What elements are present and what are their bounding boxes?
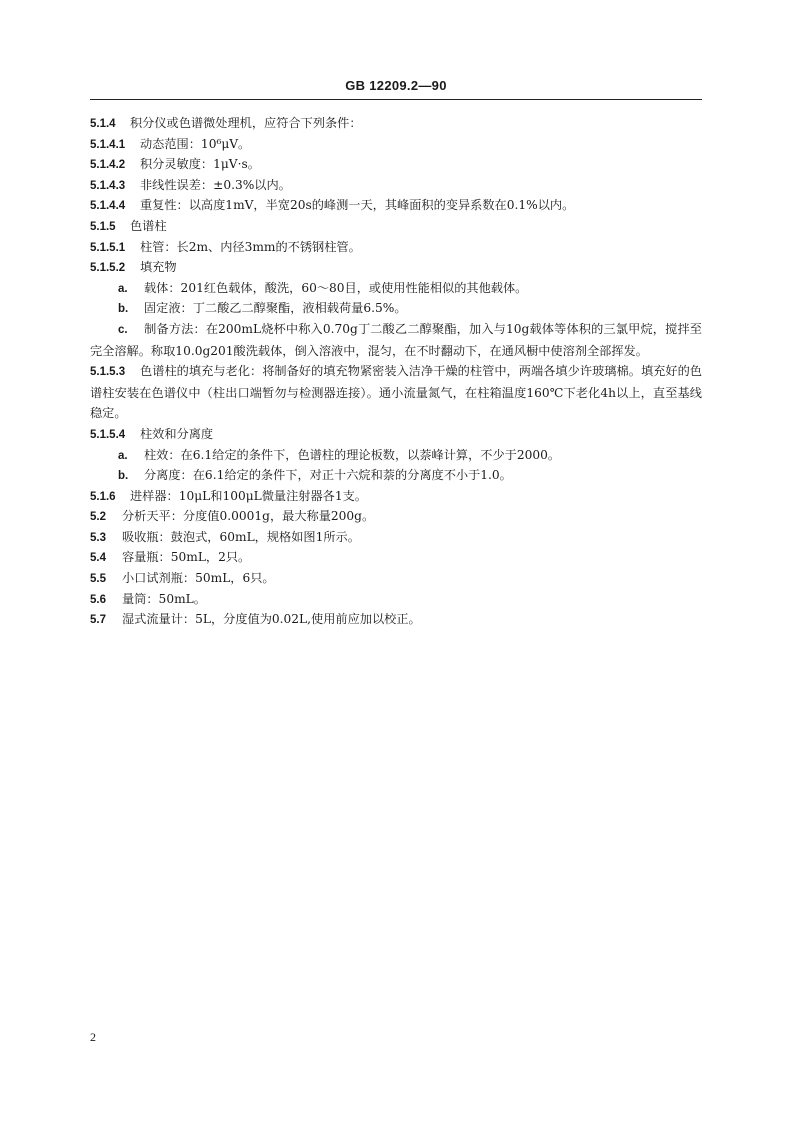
sub-item-a-column-efficiency: a. 柱效：在6.1给定的条件下，色谱柱的理论板数，以萘峰计算，不少于2000。 — [118, 447, 561, 462]
header-rule — [90, 99, 702, 100]
sub-item-c: c. 制备方法：在200mL烧杯中称入0.70g丁二酸乙二醇聚酯，加入与10g载体等体积的三氯甲烷，搅拌至完全溶解。称取10.0g201酸洗载体，倒入溶液中，混匀，在不时翻动下，在通风橱中使溶剂全部挥发。 — [90, 321, 702, 358]
clause-5-1-4: 5.1.4 积分仪或色谱微处理机，应符合下列条件： — [90, 116, 362, 130]
clause-5-5: 5.5 小口试剂瓶：50mL，6只。 — [90, 571, 275, 586]
clause-5-1-5: 5.1.5 色谱柱 — [90, 218, 167, 233]
clause-5-1-4-1: 5.1.4.1 动态范围：10⁶μV。 — [90, 136, 251, 151]
clause-5-7: 5.7 湿式流量计：5L，分度值为0.02L,使用前应加以校正。 — [90, 612, 421, 627]
sub-item-b-resolution: b. 分离度：在6.1给定的条件下，对正十六烷和萘的分离度不小于1.0。 — [118, 468, 512, 483]
clause-5-1-5-2: 5.1.5.2 填充物 — [90, 260, 177, 275]
sub-item-b: b. 固定液：丁二酸乙二醇聚酯，液相载荷量6.5%。 — [118, 301, 407, 316]
clause-5-1-5-3: 5.1.5.3 色谱柱的填充与老化：将制备好的填充物紧密装入洁净干燥的柱管中，两端各填少许玻璃棉。填充好的色谱柱安装在色谱仪中（柱出口端暂勿与检测器连接）。通小流量氮气，在柱箱温度160℃下老化4h以上，直至基线稳定。 — [90, 364, 702, 421]
clause-5-1-4-4: 5.1.4.4 重复性：以高度1mV，半宽20s的峰测一天，其峰面积的变异系数在0.1%以内。 — [90, 198, 575, 213]
clause-5-1-5-1: 5.1.5.1 柱管：长2m、内径3mm的不锈钢柱管。 — [90, 239, 361, 254]
clause-5-1-4-3: 5.1.4.3 非线性误差：±0.3%以内。 — [90, 177, 291, 192]
page-number: 2 — [90, 1030, 96, 1044]
clause-5-1-4-2: 5.1.4.2 积分灵敏度：1μV·s。 — [90, 157, 260, 172]
sub-item-a: a. 载体：201红色载体，酸洗，60～80目，或使用性能相似的其他载体。 — [118, 280, 528, 295]
clause-5-6: 5.6 量筒：50mL。 — [90, 591, 206, 606]
document-body — [90, 113, 702, 630]
clause-5-3: 5.3 吸收瓶：鼓泡式，60mL，规格如图1所示。 — [90, 529, 360, 544]
clause-5-1-5-4: 5.1.5.4 柱效和分离度 — [90, 426, 214, 441]
document-code-header: GB 12209.2—90 — [345, 78, 447, 93]
clause-5-2: 5.2 分析天平：分度值0.0001g，最大称量200g。 — [90, 509, 375, 524]
clause-5-1-6: 5.1.6 进样器：10μL和100μL微量注射器各1支。 — [90, 488, 367, 503]
clause-5-4: 5.4 容量瓶：50mL，2只。 — [90, 550, 251, 565]
